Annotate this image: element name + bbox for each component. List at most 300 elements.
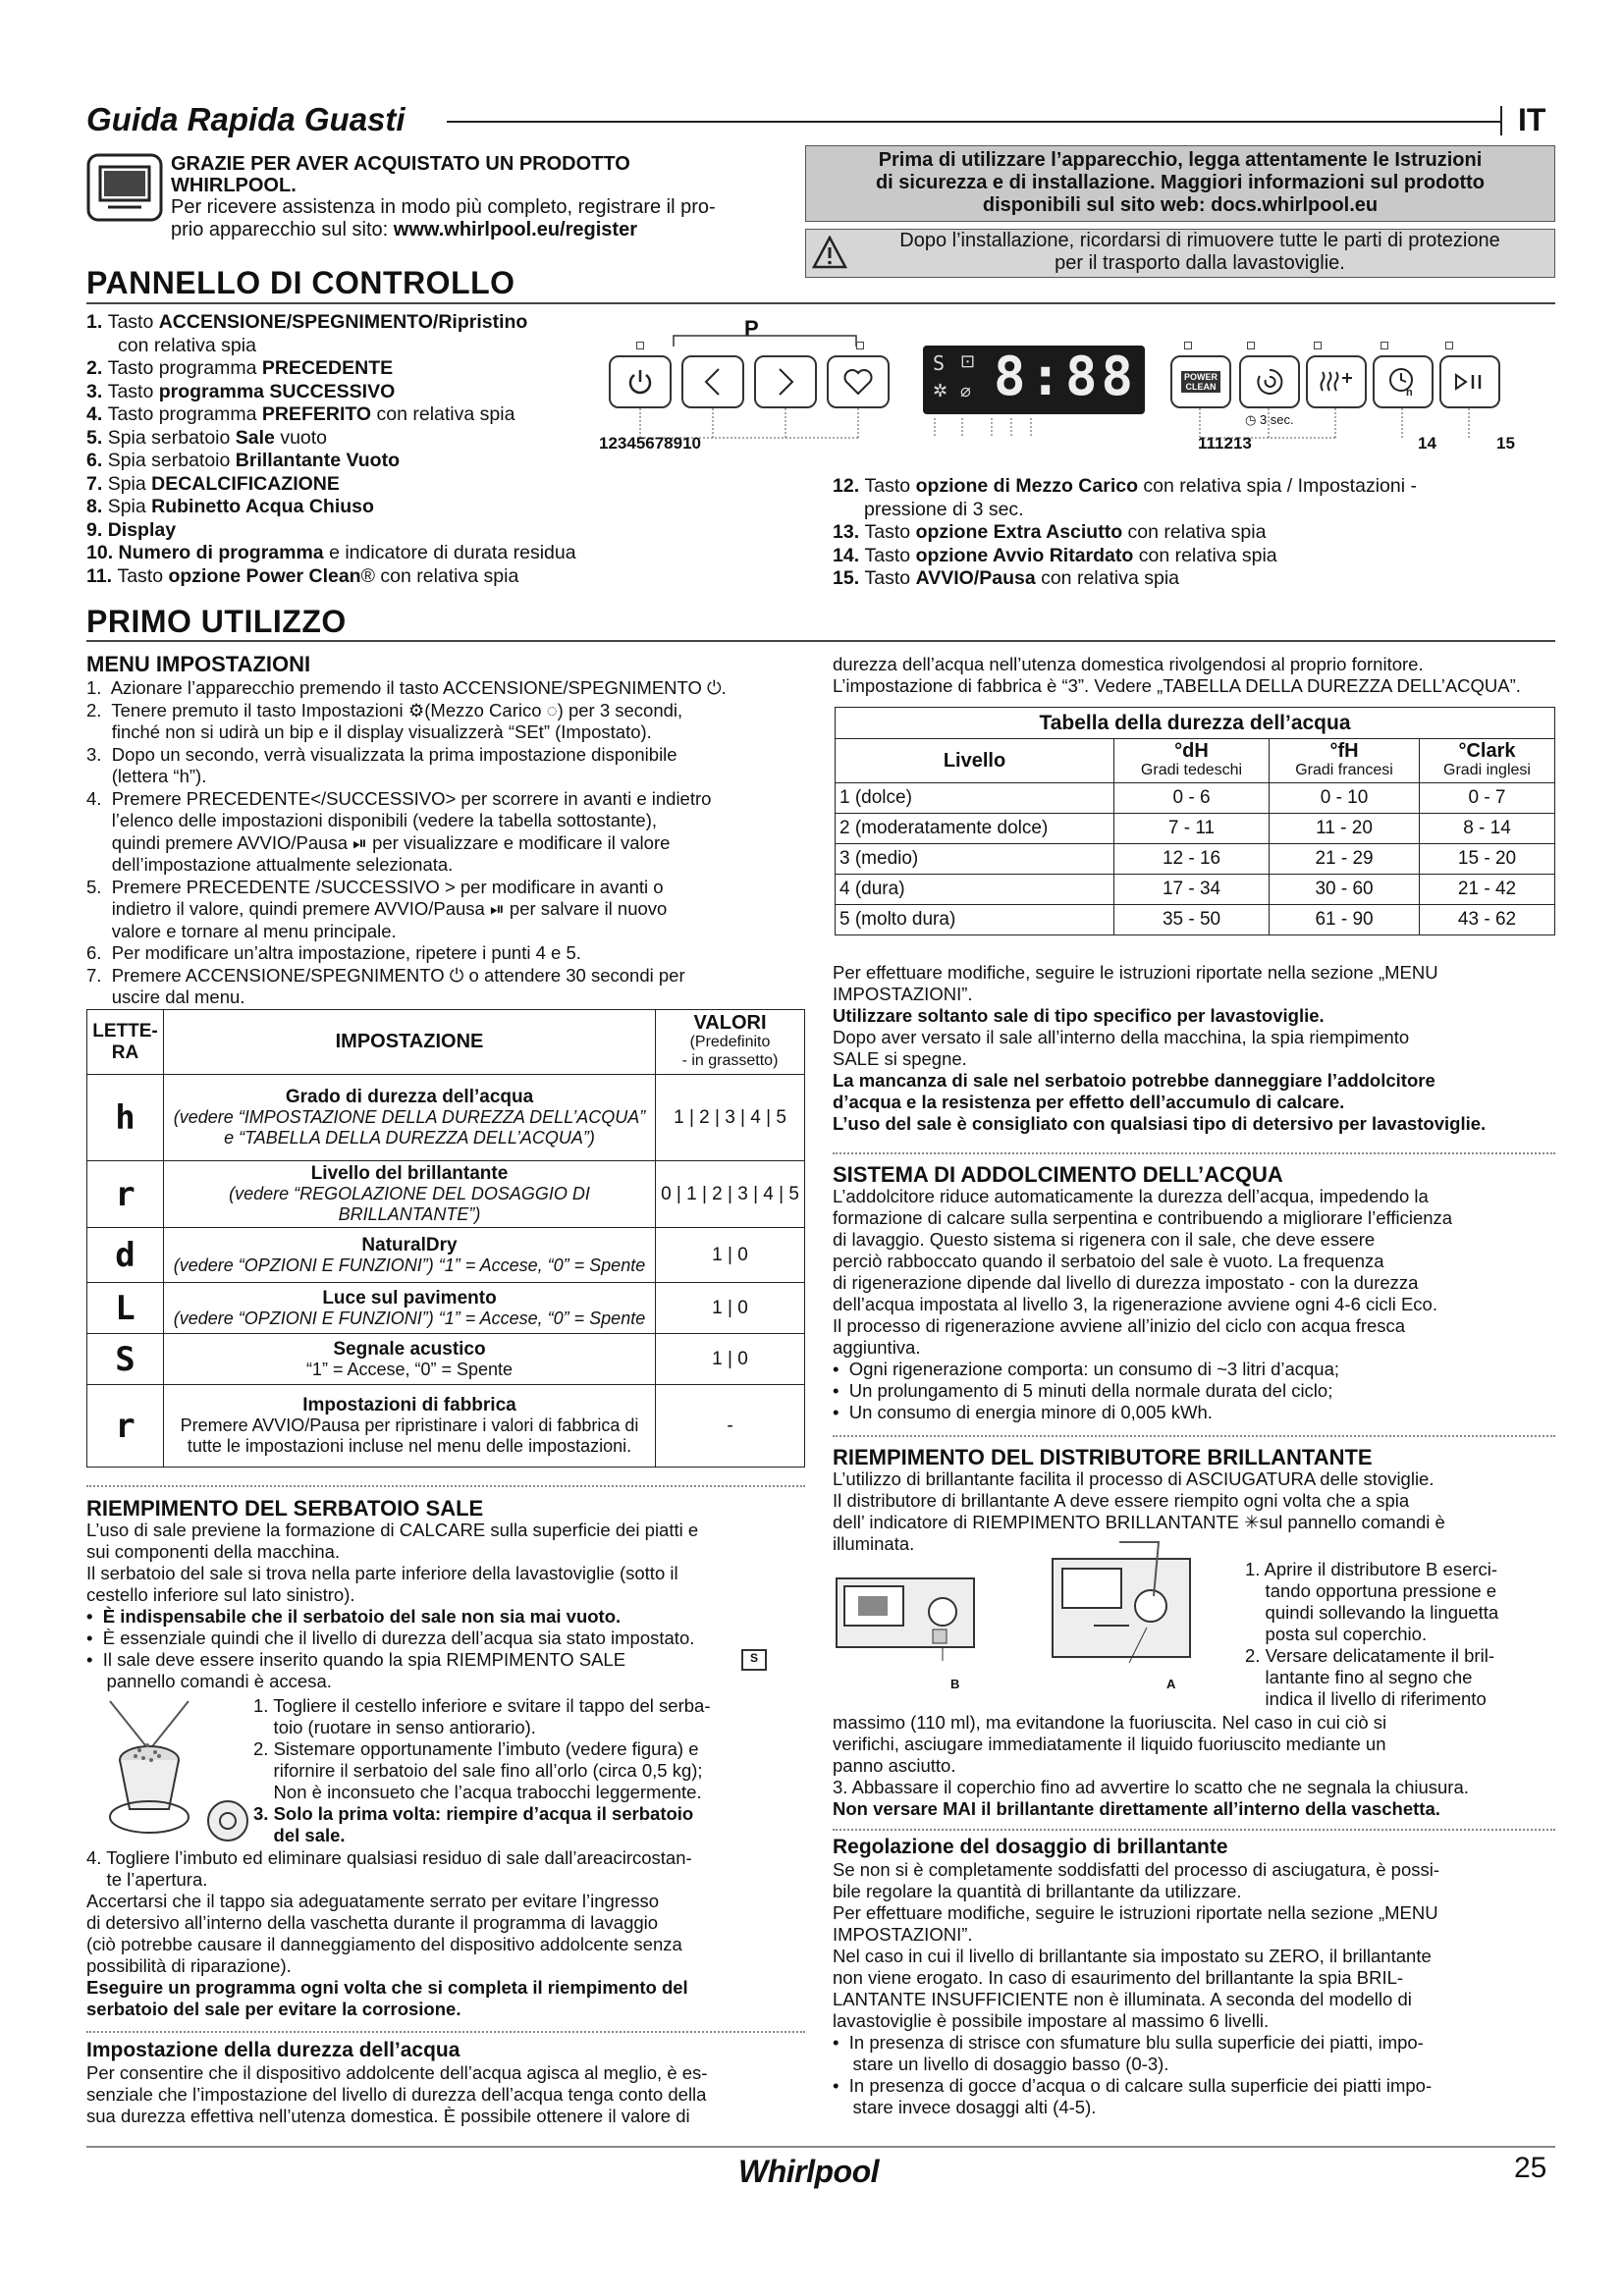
divider <box>86 2031 805 2033</box>
item-bold: PRECEDENTE <box>261 357 394 379</box>
col-fh: °fH Gradi francesi <box>1270 739 1420 783</box>
softener-line: di rigenerazione dipende dal livello di durezza impostato - con la durezza <box>833 1272 1419 1293</box>
control-panel-item <box>86 519 636 543</box>
rinse-aid-indicator-icon: ⊡ <box>960 351 976 371</box>
header-rule-tick <box>1500 106 1502 135</box>
water-tap-indicator-icon: ⌀ <box>960 381 971 400</box>
setting-description <box>164 1334 656 1385</box>
callout-numbers-right: 111213 <box>1198 434 1252 453</box>
hardness-cont-line: durezza dell’acqua nell’utenza domestica rivolgendosi al proprio fornitore. <box>833 654 1424 674</box>
setting-letter: L <box>87 1283 164 1334</box>
menu-line: 7. Premere ACCENSIONE/SPEGNIMENTO ⏻ o attendere 30 secondi per <box>86 964 685 986</box>
setting-values: 1 | 0 <box>656 1283 805 1334</box>
p-bracket <box>672 334 858 347</box>
item-bold: programma SUCCESSIVO <box>158 380 396 402</box>
item-text: Tasto <box>864 544 916 566</box>
rinse-step: tando opportuna pressione e <box>1245 1580 1497 1601</box>
item-text: con relativa spia <box>371 403 515 425</box>
hardness-line: Per consentire che il dispositivo addolcente dell’acqua agisca al meglio, è es- <box>86 2062 708 2083</box>
warning-box <box>805 229 1555 278</box>
water-table-row <box>836 783 1555 814</box>
display <box>923 346 1145 414</box>
divider <box>833 1152 1555 1154</box>
control-panel-heading: PANNELLO DI CONTROLLO <box>86 265 515 300</box>
item-number: 4. <box>86 403 108 425</box>
after-table-line: IMPOSTAZIONI”. <box>833 984 973 1004</box>
after-table-bold-line: d’acqua e la resistenza per effetto dell’accumulo di calcare. <box>833 1092 1345 1112</box>
menu-line: 1. Azionare l’apparecchio premendo il tasto ACCENSIONE/SPEGNIMENTO ⏻. <box>86 677 727 698</box>
item-number: 7. <box>86 472 108 495</box>
hardness-cont-line: L’impostazione di fabbrica è “3”. Vedere „TABELLA DELLA DUREZZA DELL’ACQUA”. <box>833 675 1521 696</box>
water-cell-level: 2 (moderatamente dolce) <box>836 814 1114 844</box>
hardness-line: senziale che l’impostazione del livello di durezza dell’acqua tenga conto della <box>86 2084 707 2105</box>
softener-line: • Un consumo di energia minore di 0,005 kWh. <box>833 1402 1213 1422</box>
register-link[interactable]: www.whirlpool.eu/register <box>393 219 637 240</box>
salt-indicator-icon: S <box>741 1649 767 1671</box>
setting-title: Grado di durezza dell’acqua <box>285 1087 534 1107</box>
control-panel-item <box>86 357 636 381</box>
salt-tail-line: serbatoio del sale per evitare la corrosione. <box>86 1999 461 2019</box>
softener-line: aggiuntiva. <box>833 1337 921 1358</box>
favourite-program-button[interactable] <box>827 355 890 408</box>
play-pause-icon <box>1452 372 1488 392</box>
control-panel-item <box>86 473 636 497</box>
salt-line: sui componenti della macchina. <box>86 1541 341 1562</box>
softener-line: dell’acqua impostata al livello 3, la rigenerazione avviene ogni 4-6 cicli Eco. <box>833 1294 1437 1314</box>
col-values-header: VALORI (Predefinito - in grassetto) <box>656 1010 805 1075</box>
item-number: 14. <box>833 544 865 566</box>
settings-row <box>87 1334 805 1385</box>
item-bold: Numero di programma <box>118 542 324 563</box>
control-panel-diagram <box>599 316 1561 463</box>
softener-line: • Ogni rigenerazione comporta: un consumo di ~3 litri d’acqua; <box>833 1359 1340 1379</box>
col-letter-header: LETTE- RA <box>87 1010 164 1075</box>
rinse-tail-line: verifichi, asciugare immediatamente il liquido fuoriuscito mediante un <box>833 1734 1386 1754</box>
item-bold: DECALCIFICAZIONE <box>151 472 340 495</box>
setting-desc: Premere AVVIO/Pausa per ripristinare i valori di fabbrica di tutte le impostazioni incluse nel menu delle impostazioni. <box>180 1415 639 1456</box>
warning-line-1: Dopo l’installazione, ricordarsi di rimuovere tutte le parti di protezione <box>899 230 1500 251</box>
dosage-heading: Regolazione del dosaggio di brillantante <box>833 1836 1228 1858</box>
settings-row <box>87 1385 805 1468</box>
divider <box>86 1485 805 1487</box>
item-bold: opzione Power Clean <box>168 564 361 587</box>
after-table-line: Dopo aver versato il sale all’interno della macchina, la spia riempimento <box>833 1027 1410 1047</box>
water-cell-level: 5 (molto dura) <box>836 905 1114 935</box>
water-table-row <box>836 875 1555 905</box>
rinse-step: 1. Aprire il distributore B eserci- <box>1245 1559 1498 1579</box>
setting-description <box>164 1075 656 1161</box>
setting-description <box>164 1283 656 1334</box>
item-bold: opzione Extra Asciutto <box>915 521 1123 543</box>
item-number: 3. <box>86 380 108 402</box>
control-panel-item <box>86 496 636 519</box>
water-table-row <box>836 905 1555 935</box>
item-bold: Display <box>107 518 177 541</box>
register-line-1: Per ricevere assistenza in modo più completo, registrare il pro- <box>171 196 716 218</box>
item-text: Tasto <box>107 380 159 402</box>
descaling-indicator-icon: ✲ <box>933 381 948 400</box>
water-cell-dh: 12 - 16 <box>1114 844 1270 875</box>
led-delay <box>1380 342 1388 349</box>
water-table-title: Tabella della durezza dell’acqua <box>836 708 1555 739</box>
salt-line: cestello inferiore sul lato sinistro). <box>86 1584 355 1605</box>
salt-tail-line: possibilità di riparazione). <box>86 1955 292 1976</box>
item-text: vuoto <box>274 426 328 449</box>
menu-line: 6. Per modificare un’altra impostazione, ripetere i punti 4 e 5. <box>86 942 581 963</box>
item-number: 11. <box>86 564 118 587</box>
item-number: 8. <box>86 496 108 517</box>
monitor-icon <box>86 153 163 224</box>
water-cell-dh: 7 - 11 <box>1114 814 1270 844</box>
led-start <box>1445 342 1453 349</box>
settings-row <box>87 1228 805 1283</box>
item-number: 2. <box>86 357 108 379</box>
item-text: Tasto <box>864 475 916 497</box>
settings-row <box>87 1283 805 1334</box>
setting-description <box>164 1161 656 1228</box>
salt-line: • Il sale deve essere inserito quando la spia RIEMPIMENTO SALE <box>86 1649 626 1670</box>
page-number: 25 <box>1514 2152 1547 2184</box>
setting-description <box>164 1228 656 1283</box>
control-panel-item <box>86 450 636 473</box>
salt-line: Il serbatoio del sale si trova nella parte inferiore della lavastoviglie (sotto il <box>86 1563 678 1583</box>
rinse-tail <box>833 1712 1559 1820</box>
item-text: con relativa spia <box>1035 567 1179 589</box>
previous-program-button[interactable] <box>681 355 744 408</box>
notice-line-2: di sicurezza e di installazione. Maggiori informazioni sul prodotto <box>875 172 1486 193</box>
water-cell-level: 4 (dura) <box>836 875 1114 905</box>
softener-line: Il processo di rigenerazione avviene all’inizio del ciclo con acqua fresca <box>833 1315 1406 1336</box>
setting-letter: d <box>87 1228 164 1283</box>
salt-steps <box>253 1695 813 1846</box>
salt-step: 1. Togliere il cestello inferiore e svitare il tappo del serba- <box>253 1695 711 1716</box>
first-use-rule <box>86 640 1555 642</box>
item-number: 15. <box>833 567 865 589</box>
water-cell-fh: 30 - 60 <box>1270 875 1420 905</box>
setting-title: Livello del brillantante <box>310 1163 509 1184</box>
item-text: Spia <box>107 472 152 495</box>
dosage-line: stare un livello di dosaggio basso (0-3). <box>833 2054 1169 2074</box>
item-bold: PREFERITO <box>261 403 372 425</box>
salt-tail-line: Accertarsi che il tappo sia adeguatamente serrato per evitare l’ingresso <box>86 1891 660 1911</box>
dosage-line: lavastoviglie è possibile impostare al massimo 6 livelli. <box>833 2010 1270 2031</box>
salt-line: • È essenziale quindi che il livello di durezza dell’acqua sia stato impostato. <box>86 1628 695 1648</box>
callout-numbers-left: 12345678910 <box>599 434 702 453</box>
setting-description <box>164 1385 656 1468</box>
water-table-row <box>836 814 1555 844</box>
control-panel-item <box>833 567 1559 591</box>
item-text: Tasto <box>864 567 916 589</box>
salt-step: 2. Sistemare opportunamente l’imbuto (vedere figura) e <box>253 1738 699 1759</box>
menu-line: finché non si udirà un bip e il display visualizzerà “SEt” (Impostato). <box>86 721 652 742</box>
col-dh: °dH Gradi tedeschi <box>1114 739 1270 783</box>
after-table-line: Per effettuare modifiche, seguire le istruzioni riportate nella sezione „MENU <box>833 962 1438 983</box>
label-a: A <box>1166 1677 1176 1691</box>
item-number: 10. <box>86 542 119 563</box>
half-load-button[interactable] <box>1239 355 1300 408</box>
item-number: 12. <box>833 475 865 497</box>
item-text: con relativa spia <box>1133 544 1277 566</box>
led-extra-dry <box>1314 342 1322 349</box>
setting-desc: (vedere “OPZIONI E FUNZIONI”) “1” = Accese, “0” = Spente <box>173 1255 646 1275</box>
water-cell-clark: 8 - 14 <box>1420 814 1555 844</box>
chevron-left-icon <box>701 367 725 397</box>
leader-lines <box>599 408 1561 444</box>
salt-tail-line: Eseguire un programma ogni volta che si completa il riempimento del <box>86 1977 688 1998</box>
col-clark: °Clark Gradi inglesi <box>1420 739 1555 783</box>
item-bold: opzione di Mezzo Carico <box>915 475 1138 497</box>
rinse-step: lantante fino al segno che <box>1245 1667 1473 1687</box>
menu-line: indietro il valore, quindi premere AVVIO/Pausa ⏯ per salvare il nuovo <box>86 898 668 919</box>
water-table-row <box>836 844 1555 875</box>
display-digits: 8:88 <box>994 346 1138 407</box>
dosage-line: • In presenza di strisce con sfumature blu sulla superficie dei piatti, impo- <box>833 2032 1424 2053</box>
softener-line: di lavaggio. Questo sistema si rigenera con il sale, che deve essere <box>833 1229 1376 1250</box>
salt-indicator-icon: S <box>933 351 946 375</box>
menu-line: (lettera “h”). <box>86 766 207 786</box>
salt-line: L’uso di sale previene la formazione di CALCARE sulla superficie dei piatti e <box>86 1520 699 1540</box>
softener-line: L’addolcitore riduce automaticamente la durezza dell’acqua, impedendo la <box>833 1186 1429 1206</box>
rinse-line: Il distributore di brillantante A deve essere riempito ogni volta che a spia <box>833 1490 1410 1511</box>
control-panel-item <box>86 381 636 404</box>
dosage-line: bile regolare la quantità di brillantante da utilizzare. <box>833 1881 1242 1901</box>
item-text: ® con relativa spia <box>360 564 519 587</box>
rinse-heading: RIEMPIMENTO DEL DISTRIBUTORE BRILLANTANTE <box>833 1445 1373 1469</box>
salt-heading: RIEMPIMENTO DEL SERBATOIO SALE <box>86 1496 484 1521</box>
item-text: con relativa spia <box>118 334 256 356</box>
setting-desc: (vedere “IMPOSTAZIONE DELLA DUREZZA DELL’ACQUA” e “TABELLA DELLA DUREZZA DELL’ACQUA”) <box>173 1107 646 1148</box>
setting-desc: “1” = Accese, “0” = Spente <box>305 1359 514 1379</box>
item-number: 9. <box>86 518 108 541</box>
item-bold: ACCENSIONE/SPEGNIMENTO/Ripristino <box>158 311 528 333</box>
dosage-line: IMPOSTAZIONI”. <box>833 1924 973 1945</box>
rinse-warning: Non versare MAI il brillantante direttamente all’interno della vaschetta. <box>833 1798 1440 1819</box>
col-setting-header: IMPOSTAZIONE <box>164 1010 656 1075</box>
rinse-tail-line: 3. Abbassare il coperchio fino ad avvertire lo scatto che ne segnala la chiusura. <box>833 1777 1469 1797</box>
label-b: B <box>950 1677 960 1691</box>
callout-number-15: 15 <box>1496 434 1515 453</box>
after-table-bold-line: Utilizzare soltanto sale di tipo specifico per lavastoviglie. <box>833 1005 1325 1026</box>
dosage-line: Per effettuare modifiche, seguire le istruzioni riportate nella sezione „MENU <box>833 1902 1438 1923</box>
chevron-right-icon <box>774 367 797 397</box>
setting-title: Luce sul pavimento <box>322 1287 497 1308</box>
softener-line: formazione di calcare sulla serpentina e contribuendo a migliorare l’efficienza <box>833 1207 1453 1228</box>
item-text: Tasto <box>107 311 159 333</box>
led-power <box>636 342 644 349</box>
salt-step: rifornire il serbatoio del sale fino all’orlo (circa 0,5 kg); <box>253 1760 703 1781</box>
control-panel-item <box>86 311 636 335</box>
dosage-line: non viene erogato. In caso di esaurimento del brillantante la spia BRIL- <box>833 1967 1404 1988</box>
power-icon <box>625 367 655 397</box>
item-text: Tasto <box>117 564 169 587</box>
setting-values: 0 | 1 | 2 | 3 | 4 | 5 <box>656 1161 805 1228</box>
menu-line: quindi premere AVVIO/Pausa ⏯ per visualizzare e modificare il valore <box>86 831 671 853</box>
control-panel-list-left <box>86 311 636 588</box>
dosage-line: Nel caso in cui il livello di brillantante sia impostato su ZERO, il brillantante <box>833 1946 1432 1966</box>
item-text: pressione di 3 sec. <box>864 498 1024 520</box>
hold-3-sec-label: ◷ 3 sec. <box>1245 412 1294 427</box>
dosage-text <box>833 1859 1559 2118</box>
item-number: 1. <box>86 311 108 333</box>
water-cell-clark: 21 - 42 <box>1420 875 1555 905</box>
dosage-line: LANTANTE INSUFFICIENTE non è illuminata. A seconda del modello di <box>833 1989 1412 2009</box>
water-cell-fh: 11 - 20 <box>1270 814 1420 844</box>
brand-logo: Whirlpool <box>738 2154 880 2189</box>
col-level: Livello <box>836 739 1114 783</box>
control-panel-item <box>86 335 636 358</box>
setting-letter: h <box>87 1075 164 1161</box>
control-panel-item <box>86 565 636 589</box>
item-bold: Sale <box>235 426 275 449</box>
item-text: Spia serbatoio <box>107 450 236 471</box>
after-table-line: SALE si spegne. <box>833 1048 967 1069</box>
salt-tail <box>86 1847 813 2020</box>
divider <box>833 1829 1555 1831</box>
page-title: Guida Rapida Guasti <box>86 101 406 137</box>
control-panel-list-right <box>833 475 1559 591</box>
next-program-button[interactable] <box>754 355 817 408</box>
menu-settings-heading: MENU IMPOSTAZIONI <box>86 652 311 676</box>
water-cell-clark: 0 - 7 <box>1420 783 1555 814</box>
menu-line: dell’impostazione attualmente selezionata. <box>86 854 454 875</box>
setting-title: Impostazioni di fabbrica <box>302 1395 516 1415</box>
settings-row <box>87 1161 805 1228</box>
softener-line: perciò rabboccato quando il serbatoio del sale è vuoto. La frequenza <box>833 1251 1384 1271</box>
after-table-bold-line: L’uso del sale è consigliato con qualsiasi tipo di detersivo per lavastoviglie. <box>833 1113 1487 1134</box>
water-cell-fh: 61 - 90 <box>1270 905 1420 935</box>
control-panel-item <box>833 545 1559 568</box>
water-cell-dh: 17 - 34 <box>1114 875 1270 905</box>
salt-step: toio (ruotare in senso antiorario). <box>253 1717 536 1737</box>
thanks-line-2: WHIRLPOOL. <box>171 175 297 196</box>
softener-heading: SISTEMA DI ADDOLCIMENTO DELL’ACQUA <box>833 1162 1283 1187</box>
dosage-line: stare invece dosaggi alti (4-5). <box>833 2097 1097 2117</box>
notice-box <box>805 145 1555 222</box>
menu-settings-text <box>86 677 813 1009</box>
water-cell-fh: 21 - 29 <box>1270 844 1420 875</box>
rinse-tail-line: panno asciutto. <box>833 1755 956 1776</box>
rinse-line: illuminata. <box>833 1533 915 1554</box>
water-cell-level: 3 (medio) <box>836 844 1114 875</box>
menu-line: 3. Dopo un secondo, verrà visualizzata la prima impostazione disponibile <box>86 743 677 765</box>
setting-desc: (vedere “OPZIONI E FUNZIONI”) “1” = Accese, “0” = Spente <box>173 1308 646 1328</box>
callout-number-14: 14 <box>1418 434 1436 453</box>
salt-tail-line: 4. Togliere l’imbuto ed eliminare qualsiasi residuo di sale dall’areacircostan- <box>86 1847 692 1868</box>
extra-dry-button[interactable] <box>1306 355 1367 408</box>
setting-letter: r <box>87 1385 164 1468</box>
setting-letter: r <box>87 1161 164 1228</box>
settings-table <box>86 1009 805 1468</box>
led-favourite <box>856 342 864 349</box>
item-text: con relativa spia <box>1122 521 1267 543</box>
register-line-2: prio apparecchio sul sito: www.whirlpool.eu/register <box>171 219 637 240</box>
p-label: P <box>744 316 759 341</box>
control-panel-item <box>833 475 1559 499</box>
led-power-clean <box>1184 342 1192 349</box>
softener-line: • Un prolungamento di 5 minuti della normale durata del ciclo; <box>833 1380 1333 1401</box>
control-panel-item <box>86 427 636 451</box>
rinse-step: quindi sollevando la linguetta <box>1245 1602 1499 1623</box>
salt-line: pannello comandi è accesa. <box>86 1671 332 1691</box>
rinse-line: dell’ indicatore di RIEMPIMENTO BRILLANTANTE ✳sul pannello comandi è <box>833 1512 1445 1532</box>
control-panel-item <box>86 403 636 427</box>
hardness-line: sua durezza effettiva nell’utenza domestica. È possibile ottenere il valore di <box>86 2106 690 2126</box>
item-text: Spia serbatoio <box>107 426 236 449</box>
after-table-bold-line: La mancanza di sale nel serbatoio potrebbe danneggiare l’addolcitore <box>833 1070 1435 1091</box>
language-code: IT <box>1518 102 1546 137</box>
hardness-cont-text <box>833 654 1559 697</box>
hardness-text <box>86 2062 813 2127</box>
extra-dry-icon <box>1319 369 1354 395</box>
menu-line: l’elenco delle impostazioni disponibili (vedere la tabella sottostante), <box>86 810 658 830</box>
item-bold: Brillantante Vuoto <box>235 450 400 471</box>
water-hardness-table <box>835 707 1555 935</box>
menu-line: valore e tornare al menu principale. <box>86 920 397 941</box>
item-bold: AVVIO/Pausa <box>915 567 1036 589</box>
control-panel-item <box>833 521 1559 545</box>
salt-text <box>86 1520 813 1692</box>
control-panel-rule <box>86 302 1555 304</box>
setting-title: NaturalDry <box>361 1234 458 1255</box>
settings-row <box>87 1075 805 1161</box>
footer-rule <box>86 2146 1555 2148</box>
half-load-icon <box>1255 367 1284 397</box>
start-pause-button[interactable] <box>1439 355 1500 408</box>
svg-text:h: h <box>1406 387 1413 399</box>
item-text: Tasto <box>864 521 916 543</box>
notice-line-1: Prima di utilizzare l’apparecchio, legga attentamente le Istruzioni <box>878 149 1483 171</box>
item-number: 5. <box>86 426 108 449</box>
menu-line: uscire dal menu. <box>86 987 245 1007</box>
delay-start-button[interactable] <box>1373 355 1434 408</box>
setting-values: 1 | 2 | 3 | 4 | 5 <box>656 1075 805 1161</box>
rinse-aid-dispenser-illustration <box>835 1537 1237 1696</box>
water-cell-dh: 0 - 6 <box>1114 783 1270 814</box>
item-text: e indicatore di durata residua <box>323 542 576 563</box>
rinse-step: 2. Versare delicatamente il bril- <box>1245 1645 1494 1666</box>
water-cell-clark: 15 - 20 <box>1420 844 1555 875</box>
salt-tail-line: (ciò potrebbe causare il danneggiamento del dispositivo addolcente senza <box>86 1934 682 1954</box>
water-cell-level: 1 (dolce) <box>836 783 1114 814</box>
first-use-heading: PRIMO UTILIZZO <box>86 604 347 639</box>
power-button[interactable] <box>609 355 672 408</box>
item-number: 6. <box>86 450 108 471</box>
rinse-line: L’utilizzo di brillantante facilita il processo di ASCIUGATURA delle stoviglie. <box>833 1468 1435 1489</box>
salt-tail-line: di detersivo all’interno della vaschetta durante il programma di lavaggio <box>86 1912 659 1933</box>
heart-icon <box>842 368 874 396</box>
rinse-steps <box>1245 1559 1559 1710</box>
warning-triangle-icon <box>812 236 847 269</box>
thanks-line-1: GRAZIE PER AVER ACQUISTATO UN PRODOTTO <box>171 153 630 175</box>
salt-funnel-illustration <box>90 1691 255 1848</box>
item-number: 13. <box>833 521 865 543</box>
salt-step: del sale. <box>253 1825 346 1845</box>
item-bold: Rubinetto Acqua Chiuso <box>151 496 374 517</box>
power-clean-button[interactable] <box>1170 355 1231 408</box>
hardness-heading: Impostazione della durezza dell’acqua <box>86 2039 460 2061</box>
header-rule <box>447 121 1502 123</box>
control-panel-item <box>86 542 636 565</box>
rinse-step: indica il livello di riferimento <box>1245 1688 1487 1709</box>
salt-step: Non è inconsueto che l’acqua trabocchi leggermente. <box>253 1782 702 1802</box>
clock-icon <box>1386 365 1420 399</box>
salt-tail-line: te l’apertura. <box>86 1869 208 1890</box>
item-text: Tasto programma <box>107 403 262 425</box>
item-text: Tasto programma <box>107 357 262 379</box>
setting-values: 1 | 0 <box>656 1334 805 1385</box>
softener-text <box>833 1186 1559 1423</box>
notice-line-3: disponibili sul sito web: docs.whirlpool.eu <box>982 194 1379 216</box>
